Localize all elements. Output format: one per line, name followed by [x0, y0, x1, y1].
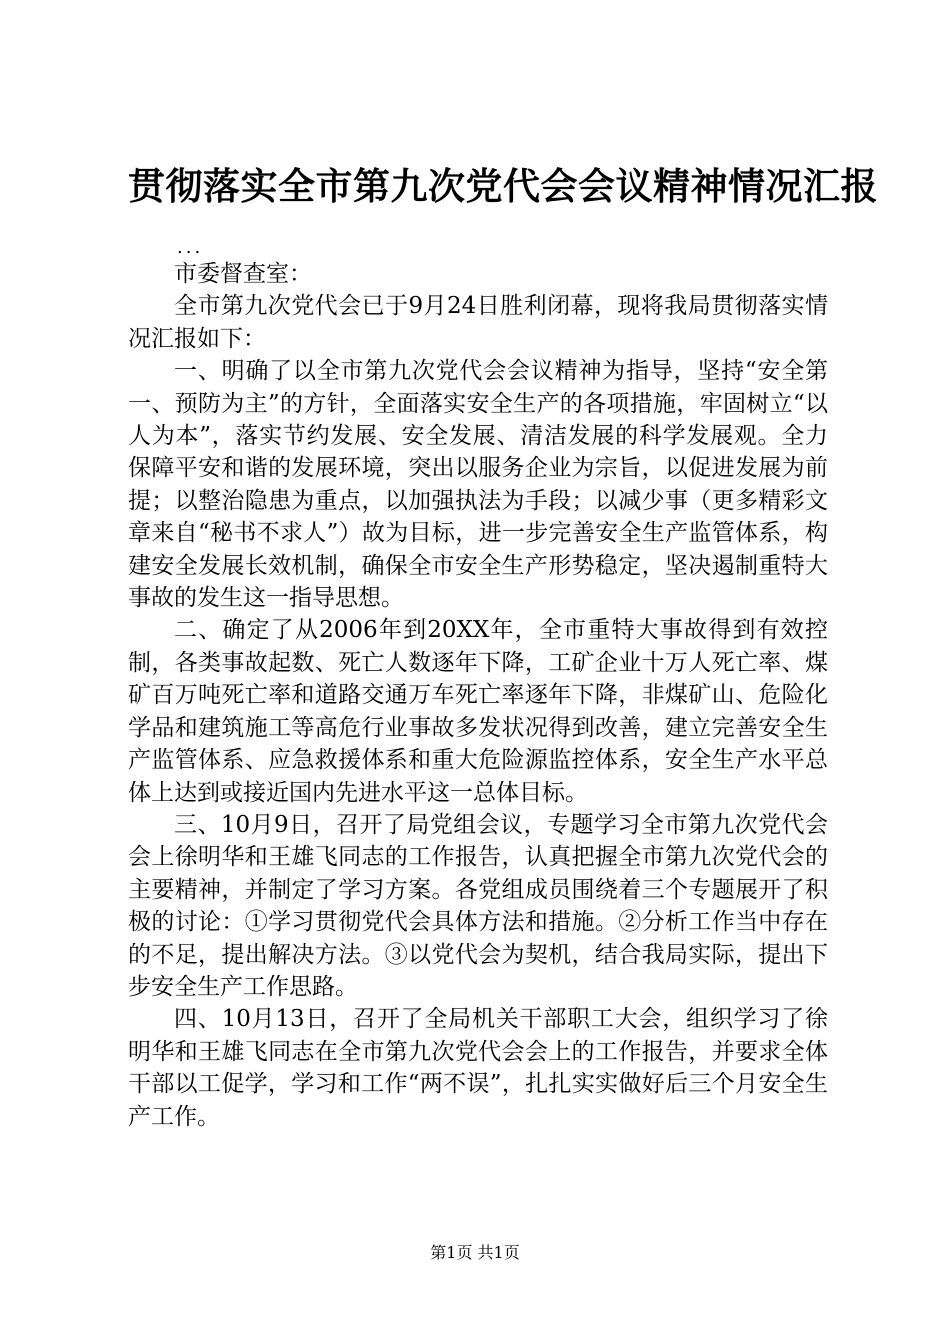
paragraph-2: 二、确定了从2006年到20XX年，全市重特大事故得到有效控制，各类事故起数、死亡人数逐年下降，工矿企业十万人死亡率、煤矿百万吨死亡率和道路交通万车死亡率逐年下降，非煤矿山、危险化学品和建筑施工等高危行业事故多发状况得到改善，建立完善安全生产监管体系、应急救援体系和重大危险源监控体系，安全生产水平总体上达到或接近国内先进水平这一总体目标。 — [128, 617, 828, 806]
salutation: 市委督查室： — [174, 261, 312, 287]
page-footer: 第1页 共1页 — [430, 1243, 520, 1262]
document-body — [128, 258, 828, 1133]
paragraph-4: 四、10月13日，召开了全局机关干部职工大会，组织学习了徐明华和王雄飞同志在全市第九次党代会会上的工作报告，并要求全体干部以工促学，学习和工作“两不误”，扎扎实实做好后三个月安全生产工作。 — [128, 1006, 828, 1130]
document-title: 贯彻落实全市第九次党代会会议精神情况汇报 — [128, 164, 878, 208]
title-continuation: ... — [177, 237, 204, 258]
paragraph-3: 三、10月9日，召开了局党组会议，专题学习全市第九次党代会会上徐明华和王雄飞同志的工作报告，认真把握全市第九次党代会的主要精神，并制定了学习方案。各党组成员围绕着三个专题展开了积极的讨论：①学习贯彻党代会具体方法和措施。②分析工作当中存在的不足，提出解决方法。③以党代会为契机，结合我局实际，提出下步安全生产工作思路。 — [128, 811, 828, 1000]
paragraph-intro: 全市第九次党代会已于9月24日胜利闭幕，现将我局贯彻落实情况汇报如下： — [128, 293, 828, 352]
paragraph-1: 一、明确了以全市第九次党代会会议精神为指导，坚持“安全第一、预防为主”的方针，全面落实安全生产的各项措施，牢固树立“以人为本”，落实节约发展、安全发展、清洁发展的科学发展观。全力保障平安和谐的发展环境，突出以服务企业为宗旨，以促进发展为前提；以整治隐患为重点，以加强执法为手段；以减少事（更多精彩文章来自“秘书不求人”）故为目标，进一步完善安全生产监管体系，构建安全发展长效机制，确保全市安全生产形势稳定，坚决遏制重特大事故的发生这一指导思想。 — [128, 358, 828, 612]
